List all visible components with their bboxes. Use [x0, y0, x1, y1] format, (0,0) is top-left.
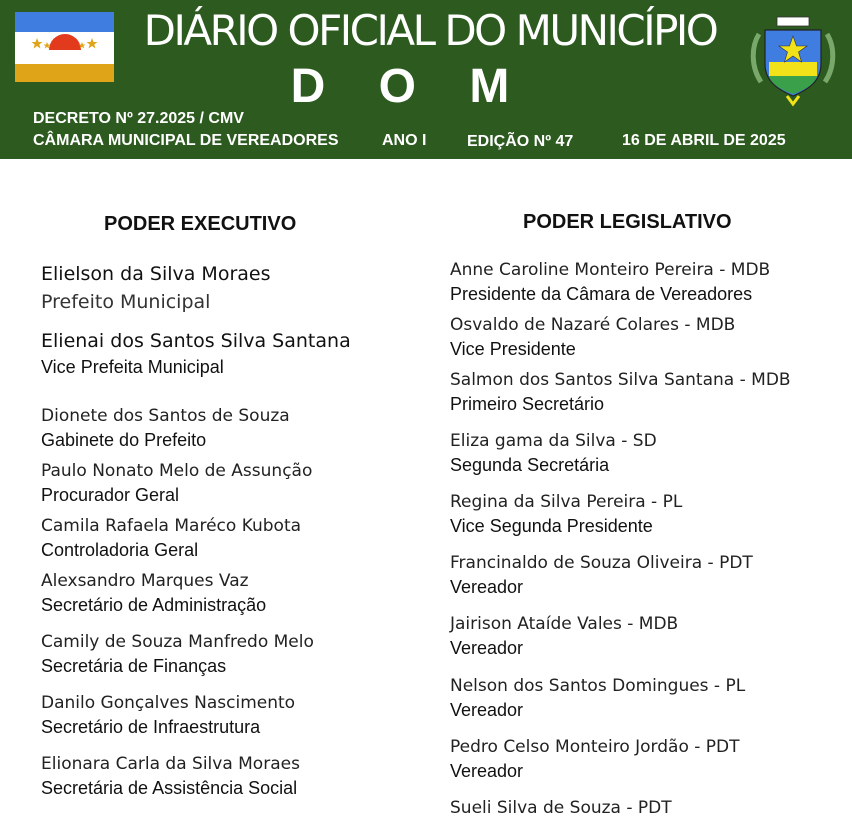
councillor-name: Pedro Celso Monteiro Jordão - PDT — [450, 737, 740, 757]
legislative-entry — [450, 551, 753, 599]
legislative-entry — [450, 796, 672, 820]
councillor-name: Anne Caroline Monteiro Pereira - MDB — [450, 260, 771, 280]
chamber-name: CÂMARA MUNICIPAL DE VEREADORES — [33, 132, 339, 149]
official-name: Paulo Nonato Melo de Assunção — [41, 461, 313, 481]
councillor-name: Osvaldo de Nazaré Colares - MDB — [450, 315, 736, 335]
legislative-entry — [450, 258, 770, 306]
councillor-role: Segunda Secretária — [450, 455, 610, 475]
municipal-flag-icon — [15, 12, 114, 82]
official-name: Alexsandro Marques Vaz — [41, 571, 249, 591]
decree-number: DECRETO Nº 27.2025 / CMV — [33, 110, 244, 127]
official-role: Secretária de Finanças — [41, 656, 227, 676]
official-role: Secretário de Administração — [41, 595, 267, 615]
year-label: ANO I — [382, 132, 427, 149]
official-role: Prefeito Municipal — [41, 291, 211, 313]
legislative-entry — [450, 368, 791, 416]
official-role: Secretário de Infraestrutura — [41, 717, 261, 737]
executive-section-title: PODER EXECUTIVO — [104, 213, 297, 235]
executive-entry — [41, 752, 300, 800]
councillor-name: Sueli Silva de Souza - PDT — [450, 798, 672, 818]
councillor-name: Nelson dos Santos Domingues - PL — [450, 676, 746, 696]
official-name: Camily de Souza Manfredo Melo — [41, 632, 314, 652]
executive-entry — [41, 404, 290, 452]
councillor-role: Presidente da Câmara de Vereadores — [450, 284, 753, 304]
executive-entry — [41, 569, 266, 617]
official-role: Controladoria Geral — [41, 540, 199, 560]
official-role: Procurador Geral — [41, 485, 180, 505]
masthead-acronym: D O M — [290, 60, 530, 113]
legislative-entry — [450, 490, 682, 538]
official-name: Camila Rafaela Maréco Kubota — [41, 516, 302, 536]
official-role: Secretária de Assistência Social — [41, 778, 298, 798]
municipal-coat-of-arms-icon — [747, 12, 839, 108]
official-name: Elienai dos Santos Silva Santana — [41, 330, 351, 352]
masthead — [0, 0, 852, 159]
councillor-name: Salmon dos Santos Silva Santana - MDB — [450, 370, 791, 390]
councillor-role: Primeiro Secretário — [450, 394, 605, 414]
legislative-entry — [450, 674, 745, 722]
executive-entry — [41, 691, 295, 739]
executive-entry — [41, 514, 301, 562]
masthead-title: DIÁRIO OFICIAL DO MUNICÍPIO — [143, 6, 717, 55]
official-name: Danilo Gonçalves Nascimento — [41, 693, 296, 713]
official-name: Elionara Carla da Silva Moraes — [41, 754, 300, 774]
publication-date: 16 DE ABRIL DE 2025 — [622, 132, 786, 149]
official-name: Dionete dos Santos de Souza — [41, 406, 290, 426]
official-role: Gabinete do Prefeito — [41, 430, 207, 450]
councillor-name: Jairison Ataíde Vales - MDB — [450, 614, 679, 634]
official-name: Elielson da Silva Moraes — [41, 263, 271, 285]
councillor-role: Vereador — [450, 577, 524, 597]
councillor-role: Vereador — [450, 638, 524, 658]
councillor-name: Eliza gama da Silva - SD — [450, 431, 657, 451]
legislative-entry — [450, 313, 735, 361]
legislative-entry — [450, 735, 740, 783]
executive-entry — [41, 630, 314, 678]
executive-entry — [41, 327, 351, 379]
edition-number: EDIÇÃO Nº 47 — [467, 133, 574, 150]
executive-entry — [41, 260, 270, 316]
councillor-name: Regina da Silva Pereira - PL — [450, 492, 683, 512]
councillor-name: Francinaldo de Souza Oliveira - PDT — [450, 553, 753, 573]
legislative-entry — [450, 612, 678, 660]
legislative-section-title: PODER LEGISLATIVO — [523, 211, 732, 233]
councillor-role: Vice Segunda Presidente — [450, 516, 653, 536]
legislative-entry — [450, 429, 657, 477]
councillor-role: Vice Presidente — [450, 339, 576, 359]
councillor-role: Vereador — [450, 761, 524, 781]
councillor-role: Vereador — [450, 700, 524, 720]
official-role: Vice Prefeita Municipal — [41, 357, 224, 377]
executive-entry — [41, 459, 312, 507]
